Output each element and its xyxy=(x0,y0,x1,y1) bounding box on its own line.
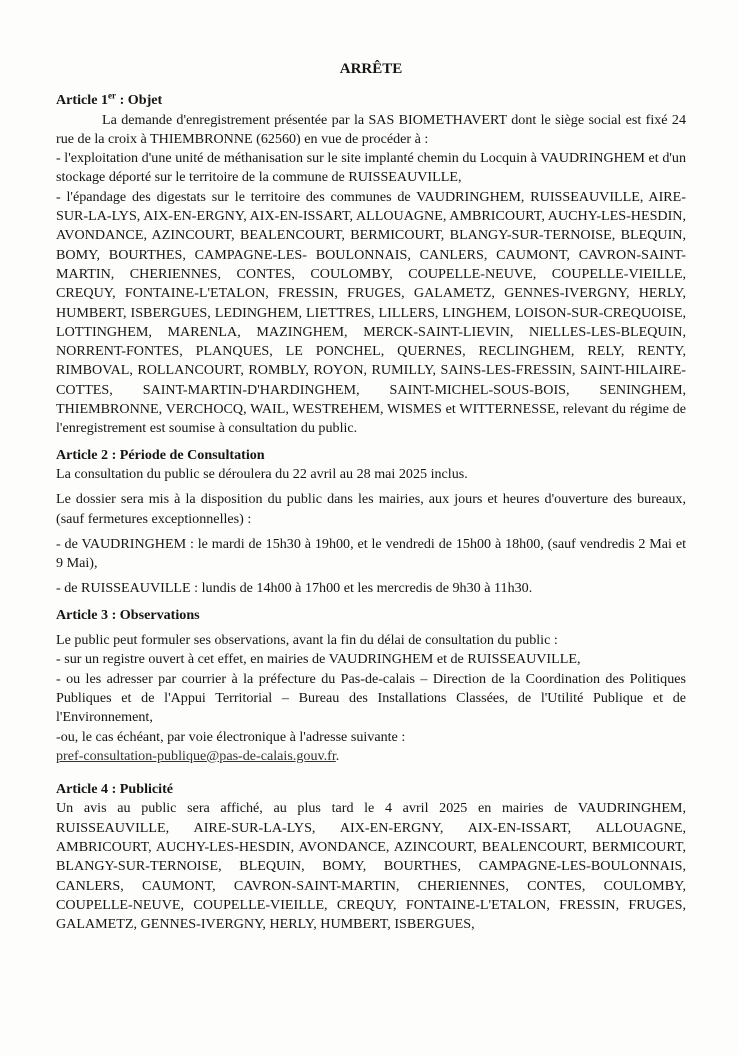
article-4 xyxy=(56,780,686,934)
article-2-ruisseauville: - de RUISSEAUVILLE : lundis de 14h00 à 17h00 et les mercredis de 9h30 à 11h30. xyxy=(56,580,533,597)
article-2-dossier: Le dossier sera mis à la disposition du public dans les mairies, aux jours et heures d'ouverture des bureaux, (sauf fermetures exceptionnelles) : xyxy=(56,491,686,527)
article-3-courrier: - ou les adresser par courrier à la préfecture du Pas-de-calais – Direction de la Coordination des Politiques Publiques et de l'Appui Territorial – Bureau des Installations Classées, de l'Utilité Publique et de l'Environnement, xyxy=(56,670,686,726)
article-1-heading-sup: er xyxy=(108,90,117,101)
article-2-heading: Article 2 : Période de Consultation xyxy=(56,446,265,463)
article-1-item-epandage: - l'épandage des digestats sur le territoire des communes de VAUDRINGHEM, RUISSEAUVILLE, AIRE-SUR-LA-LYS, AIX-EN-ERGNY, AIX-EN-ISSART, ALLOUAGNE, AMBRICOURT, AUCHY-LES-HESDIN, AVONDANCE, AZINCOURT, BEALENCOURT, BERMICOURT, BLANGY-SUR-TERNOISE, BLEQUIN, BOMY, BOURTHES, CAMPAGNE-LES- BOULONNAIS, CANLERS, CAUMONT, CAVRON-SAINT-MARTIN, CHERIENNES, CONTES, COULOMBY, COUPELLE-NEUVE, COUPELLE-VIEILLE, CREQUY, FONTAINE-L'ETALON, FRESSIN, FRUGES, GALAMETZ, GENNES-IVERGNY, HERLY, HUMBERT, ISBERGUES, LEDINGHEM, LIETTRES, LILLERS, LINGHEM, LOISON-SUR-CREQUOISE, LOTTINGHEM, MARENLA, MAZINGHEM, MERCK-SAINT-LIEVIN, NIELLES-LES-BLEQUIN, NORRENT-FONTES, PLANQUES, LE PONCHEL, QUERNES, RECLINGHEM, RELY, RENTY, RIMBOVAL, ROLLANCOURT, ROMBLY, ROYON, RUMILLY, SAINS-LES-FRESSIN, SAINT-HILAIRE-COTTES, SAINT-MARTIN-D'HARDINGHEM, SAINT-MICHEL-SOUS-BOIS, SENINGHEM, THIEMBRONNE, VERCHOCQ, WAIL, WESTREHEM, WISMES et WITTERNESSE, relevant du régime de l'enregistrement est soumise à consultation du public. xyxy=(56,188,686,437)
article-1 xyxy=(56,91,686,438)
article-3-email-line xyxy=(56,747,686,766)
article-3-intro: Le public peut formuler ses observations, avant la fin du délai de consultation du public : xyxy=(56,632,558,649)
article-1-item-exploitation: - l'exploitation d'une unité de méthanisation sur le site implanté chemin du Locquin à VAUDRINGHEM et d'un stockage déporté sur le territoire de la commune de RUISSEAUVILLE, xyxy=(56,150,686,186)
article-1-heading-number: Article 1 xyxy=(56,92,109,109)
article-1-heading xyxy=(56,91,686,110)
email-suffix: . xyxy=(335,747,340,764)
article-1-intro: La demande d'enregistrement présentée par la SAS BIOMETHAVERT dont le siège social est fixé 24 rue de la croix à THIEMBRONNE (62560) en vue de procéder à : xyxy=(56,111,686,147)
document-page xyxy=(56,60,686,934)
document-title: ARRÊTE xyxy=(339,61,403,77)
article-3-electronique: -ou, le cas échéant, par voie électronique à l'adresse suivante : xyxy=(56,728,406,745)
article-4-heading: Article 4 : Publicité xyxy=(56,781,174,798)
article-2-vaudringhem: - de VAUDRINGHEM : le mardi de 15h30 à 19h00, et le vendredi de 15h00 à 18h00, (sauf vendredis 2 Mai et 9 Mai), xyxy=(56,535,686,572)
article-1-heading-title: : Objet xyxy=(116,92,163,109)
article-4-avis: Un avis au public sera affiché, au plus tard le 4 avril 2025 en mairies de VAUDRINGHEM, RUISSEAUVILLE, AIRE-SUR-LA-LYS, AIX-EN-ERGNY, AIX-EN-ISSART, ALLOUAGNE, AMBRICOURT, AUCHY-LES-HESDIN, AVONDANCE, AZINCOURT, BEALENCOURT, BERMICOURT, BLANGY-SUR-TERNOISE, BLEQUIN, BOMY, BOURTHES, CAMPAGNE-LES-BOULONNAIS, CANLERS, CAUMONT, CAVRON-SAINT-MARTIN, CHERIENNES, CONTES, COULOMBY, COUPELLE-NEUVE, COUPELLE-VIEILLE, CREQUY, FONTAINE-L'ETALON, FRESSIN, FRUGES, GALAMETZ, GENNES-IVERGNY, HERLY, HUMBERT, ISBERGUES, xyxy=(56,800,686,933)
article-3 xyxy=(56,606,686,766)
article-2 xyxy=(56,446,686,599)
article-3-registre: - sur un registre ouvert à cet effet, en mairies de VAUDRINGHEM et de RUISSEAUVILLE, xyxy=(56,651,581,668)
consultation-email-link[interactable]: pref-consultation-publique@pas-de-calais.gouv.fr xyxy=(56,747,336,764)
article-2-dates: La consultation du public se déroulera du 22 avril au 28 mai 2025 inclus. xyxy=(56,465,468,482)
article-3-heading: Article 3 : Observations xyxy=(56,606,200,623)
